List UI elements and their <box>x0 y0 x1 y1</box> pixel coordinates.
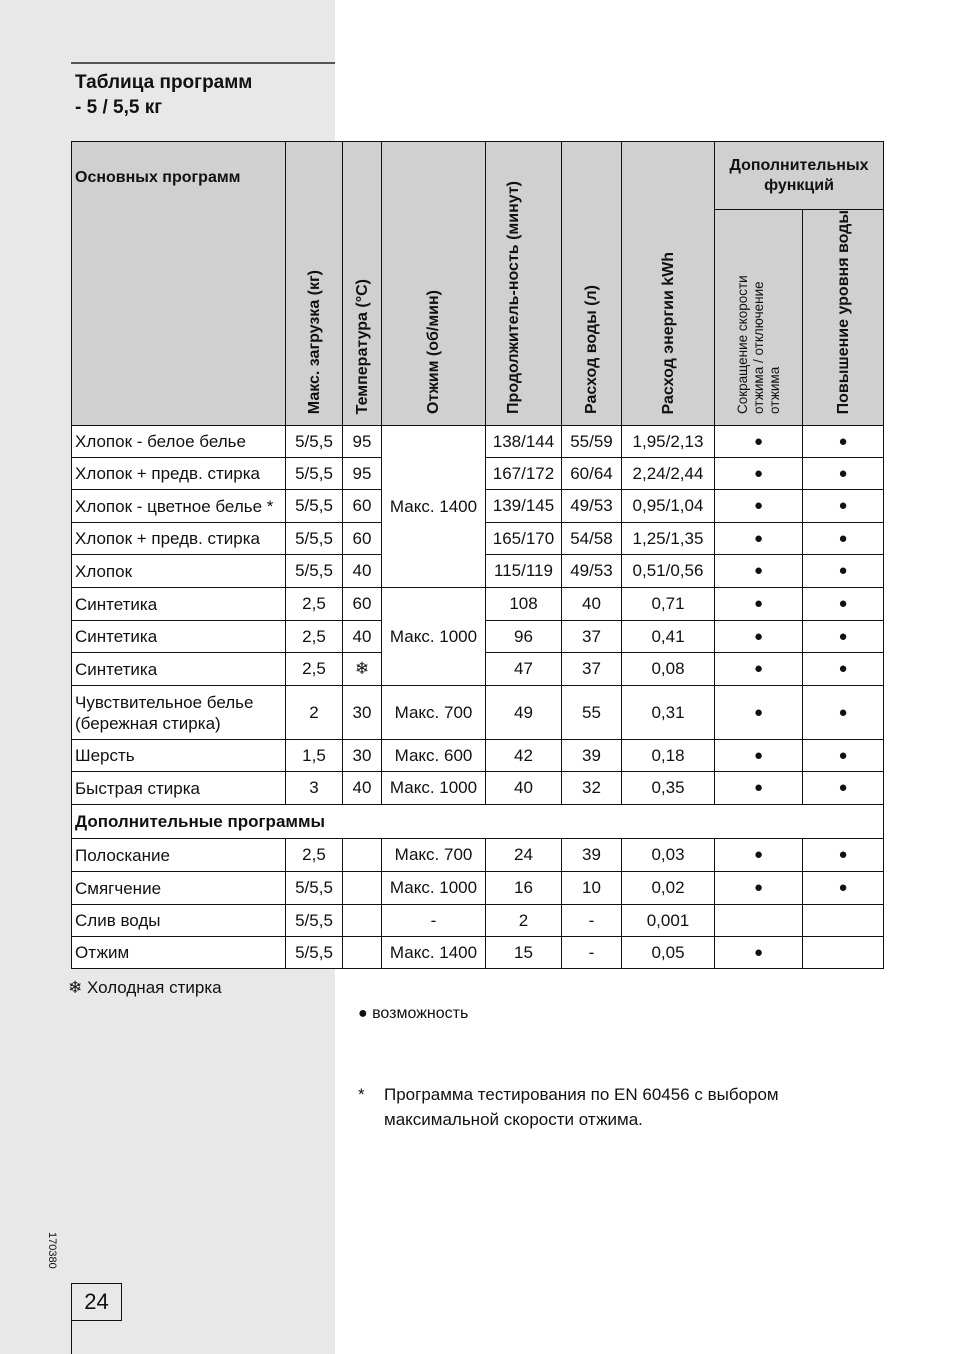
duration: 2 <box>486 905 562 937</box>
table-row <box>72 772 884 805</box>
program-name: Хлопок <box>72 555 286 588</box>
temperature <box>343 872 382 905</box>
program-name: Синтетика <box>72 588 286 621</box>
duration: 24 <box>486 839 562 872</box>
spin-speed: Макс. 1000 <box>382 772 486 805</box>
energy-consumption: 0,51/0,56 <box>622 555 715 588</box>
energy-consumption: 0,001 <box>622 905 715 937</box>
max-load: 5/5,5 <box>286 937 343 969</box>
temperature <box>343 905 382 937</box>
energy-consumption: 0,05 <box>622 937 715 969</box>
cold-wash-note: ❄ Холодная стирка <box>68 978 222 998</box>
water-consumption: - <box>562 937 622 969</box>
spin-speed: Макс. 1000 <box>382 872 486 905</box>
max-load: 3 <box>286 772 343 805</box>
test-program-note <box>358 1082 901 1132</box>
duration: 108 <box>486 588 562 621</box>
table-row <box>72 686 884 740</box>
temperature: 30 <box>343 740 382 772</box>
program-name: Хлопок + предв. стирка <box>72 523 286 555</box>
water-level-available: ● <box>803 839 884 872</box>
water-level-available: ● <box>803 653 884 686</box>
water-level-available: ● <box>803 490 884 523</box>
spin-reduction-available: ● <box>715 426 803 458</box>
water-consumption: 32 <box>562 772 622 805</box>
duration: 42 <box>486 740 562 772</box>
energy-consumption: 0,18 <box>622 740 715 772</box>
program-name: Шерсть <box>72 740 286 772</box>
spin-reduction-available: ● <box>715 653 803 686</box>
program-name: Синтетика <box>72 621 286 653</box>
water-consumption: 55/59 <box>562 426 622 458</box>
header-spin: Отжим (об/мин) <box>382 142 486 426</box>
spin-reduction-available: ● <box>715 555 803 588</box>
temperature: 95 <box>343 458 382 490</box>
spin-reduction-available: ● <box>715 686 803 740</box>
table-row <box>72 937 884 969</box>
table-row <box>72 872 884 905</box>
program-name: Быстрая стирка <box>72 772 286 805</box>
water-consumption: 39 <box>562 839 622 872</box>
temperature: 40 <box>343 772 382 805</box>
possible-legend: ● возможность <box>358 1005 469 1023</box>
spin-speed: Макс. 1400 <box>382 426 486 588</box>
header-program: Основных программ <box>72 142 286 426</box>
page-rule <box>71 1320 72 1354</box>
temperature: 60 <box>343 588 382 621</box>
temperature: 60 <box>343 490 382 523</box>
max-load: 5/5,5 <box>286 426 343 458</box>
table-row <box>72 905 884 937</box>
title-line-2: - 5 / 5,5 кг <box>75 97 163 118</box>
program-name: Синтетика <box>72 653 286 686</box>
temperature: 30 <box>343 686 382 740</box>
header-duration: Продолжитель-ность (минут) <box>486 142 562 426</box>
duration: 138/144 <box>486 426 562 458</box>
max-load: 1,5 <box>286 740 343 772</box>
water-level-available: ● <box>803 772 884 805</box>
spin-reduction-available: ● <box>715 872 803 905</box>
energy-consumption: 0,41 <box>622 621 715 653</box>
duration: 40 <box>486 772 562 805</box>
temperature <box>343 839 382 872</box>
spin-reduction-available: ● <box>715 523 803 555</box>
duration: 96 <box>486 621 562 653</box>
water-consumption: 39 <box>562 740 622 772</box>
energy-consumption: 1,95/2,13 <box>622 426 715 458</box>
spin-speed: Макс. 700 <box>382 839 486 872</box>
title-rule <box>71 62 335 64</box>
asterisk: * <box>358 1085 365 1105</box>
spin-speed: Макс. 1000 <box>382 588 486 686</box>
table-row <box>72 839 884 872</box>
energy-consumption: 0,02 <box>622 872 715 905</box>
water-level-available: ● <box>803 740 884 772</box>
program-name: Смягчение <box>72 872 286 905</box>
max-load: 2,5 <box>286 621 343 653</box>
spin-reduction-available: ● <box>715 839 803 872</box>
spin-speed: Макс. 600 <box>382 740 486 772</box>
section-row <box>72 805 884 839</box>
water-consumption: 55 <box>562 686 622 740</box>
program-name: Хлопок + предв. стирка <box>72 458 286 490</box>
water-level-available: ● <box>803 458 884 490</box>
water-consumption: - <box>562 905 622 937</box>
duration: 115/119 <box>486 555 562 588</box>
max-load: 5/5,5 <box>286 872 343 905</box>
program-name: Отжим <box>72 937 286 969</box>
temperature: 60 <box>343 523 382 555</box>
program-name: Слив воды <box>72 905 286 937</box>
energy-consumption: 0,95/1,04 <box>622 490 715 523</box>
duration: 167/172 <box>486 458 562 490</box>
duration: 49 <box>486 686 562 740</box>
header-extra-functions: Дополнительных функций <box>715 142 884 210</box>
spin-reduction-available: ● <box>715 621 803 653</box>
water-consumption: 54/58 <box>562 523 622 555</box>
duration: 16 <box>486 872 562 905</box>
water-level-available <box>803 905 884 937</box>
energy-consumption: 2,24/2,44 <box>622 458 715 490</box>
energy-consumption: 1,25/1,35 <box>622 523 715 555</box>
program-name: Хлопок - цветное белье * <box>72 490 286 523</box>
max-load: 5/5,5 <box>286 490 343 523</box>
water-level-available: ● <box>803 686 884 740</box>
water-level-available: ● <box>803 523 884 555</box>
page-title <box>75 70 252 120</box>
max-load: 5/5,5 <box>286 523 343 555</box>
water-consumption: 49/53 <box>562 555 622 588</box>
section-label: Дополнительные программы <box>72 805 884 839</box>
water-level-available: ● <box>803 426 884 458</box>
max-load: 2,5 <box>286 653 343 686</box>
spin-reduction-available: ● <box>715 772 803 805</box>
spin-speed: - <box>382 905 486 937</box>
energy-consumption: 0,35 <box>622 772 715 805</box>
temperature: 95 <box>343 426 382 458</box>
spin-reduction-available: ● <box>715 490 803 523</box>
max-load: 2 <box>286 686 343 740</box>
duration: 165/170 <box>486 523 562 555</box>
duration: 139/145 <box>486 490 562 523</box>
water-level-available: ● <box>803 555 884 588</box>
content-flow <box>68 141 901 1132</box>
max-load: 2,5 <box>286 839 343 872</box>
title-line-1: Таблица программ <box>75 72 253 93</box>
duration: 47 <box>486 653 562 686</box>
table-row <box>72 426 884 458</box>
spin-reduction-available: ● <box>715 740 803 772</box>
spin-speed: Макс. 700 <box>382 686 486 740</box>
temperature <box>343 937 382 969</box>
water-consumption: 37 <box>562 621 622 653</box>
spin-reduction-available: ● <box>715 458 803 490</box>
energy-consumption: 0,71 <box>622 588 715 621</box>
spin-speed: Макс. 1400 <box>382 937 486 969</box>
header-load: Макс. загрузка (кг) <box>286 142 343 426</box>
header-spin-reduction: Сокращение скорости отжима / отключение отжима <box>715 210 803 426</box>
header-energy: Расход энергии kWh <box>622 142 715 426</box>
energy-consumption: 0,08 <box>622 653 715 686</box>
water-consumption: 49/53 <box>562 490 622 523</box>
max-load: 5/5,5 <box>286 458 343 490</box>
header-water-level: Повышение уровня воды <box>803 210 884 426</box>
water-level-available: ● <box>803 621 884 653</box>
spin-reduction-available: ● <box>715 588 803 621</box>
energy-consumption: 0,31 <box>622 686 715 740</box>
energy-consumption: 0,03 <box>622 839 715 872</box>
table-row <box>72 588 884 621</box>
water-consumption: 60/64 <box>562 458 622 490</box>
temperature: ❄ <box>343 653 382 686</box>
duration: 15 <box>486 937 562 969</box>
water-consumption: 40 <box>562 588 622 621</box>
temperature: 40 <box>343 621 382 653</box>
spin-reduction-available <box>715 905 803 937</box>
test-program-text: Программа тестирования по EN 60456 с выбором максимальной скорости отжима. <box>384 1085 779 1130</box>
water-level-available: ● <box>803 588 884 621</box>
water-consumption: 37 <box>562 653 622 686</box>
max-load: 5/5,5 <box>286 555 343 588</box>
max-load: 5/5,5 <box>286 905 343 937</box>
program-name: Полоскание <box>72 839 286 872</box>
max-load: 2,5 <box>286 588 343 621</box>
page-number: 24 <box>71 1283 122 1321</box>
water-level-available <box>803 937 884 969</box>
water-consumption: 10 <box>562 872 622 905</box>
program-name: Хлопок - белое белье <box>72 426 286 458</box>
water-level-available: ● <box>803 872 884 905</box>
program-name: Чувствительное белье (бережная стирка) <box>72 686 286 740</box>
program-table <box>71 141 884 969</box>
temperature: 40 <box>343 555 382 588</box>
spin-reduction-available: ● <box>715 937 803 969</box>
header-temp: Температура (°C) <box>343 142 382 426</box>
header-water: Расход воды (л) <box>562 142 622 426</box>
document-code: 170380 <box>46 1232 58 1269</box>
table-row <box>72 740 884 772</box>
